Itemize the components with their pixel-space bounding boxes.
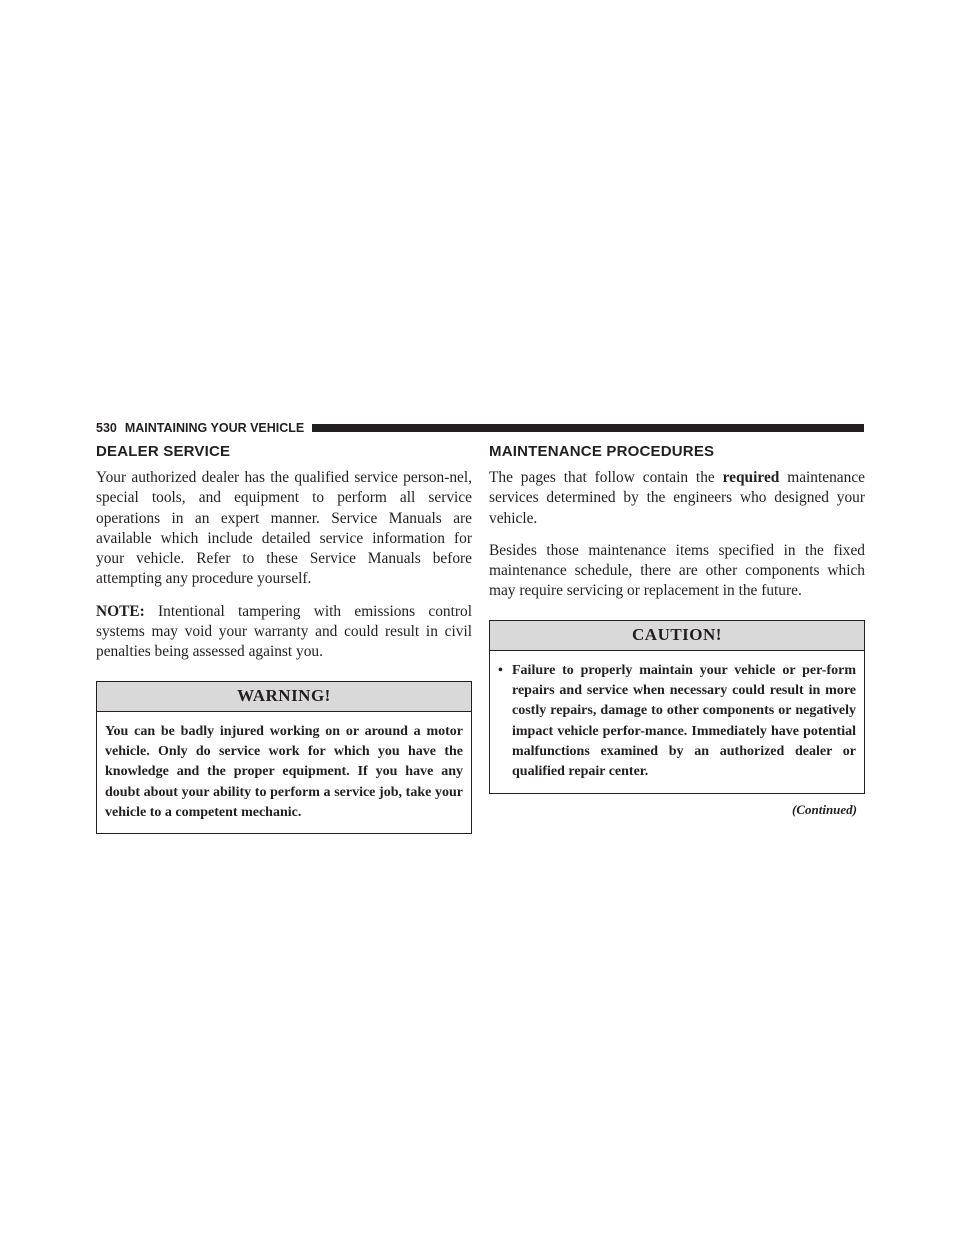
mp-text-after: maintenance services determined by the engineers who designed your vehicle. (489, 469, 865, 527)
note-label: NOTE: (96, 602, 145, 620)
maintenance-procedures-heading: MAINTENANCE PROCEDURES (489, 443, 715, 460)
dealer-service-heading: DEALER SERVICE (96, 443, 231, 460)
page-header (96, 418, 864, 438)
warning-title: WARNING! (97, 682, 471, 712)
right-column (489, 443, 865, 818)
bullet-icon: • (498, 662, 503, 678)
page-number: 530 (96, 421, 117, 435)
continued-label: (Continued) (791, 801, 857, 817)
header-rule (312, 424, 864, 432)
maintenance-paragraph-2: Besides those maintenance items specified in the fixed maintenance schedule, there are other components which may require servicing or replacement in the future. (489, 541, 865, 600)
required-keyword: required (722, 469, 780, 486)
caution-text: Failure to properly maintain your vehicle or per-form repairs and service when necessary could result in more costly repairs, damage to other components or negatively impact vehicle perfor-mance. Immediately have potential malfunctions examined by an authorized dealer or qualified repair center. (512, 662, 856, 780)
left-column (96, 443, 472, 834)
caution-body (490, 651, 864, 793)
warning-text: You can be badly injured working on or around a motor vehicle. Only do service work for which you have the knowledge and the proper equipment. If you have any doubt about your ability to perform a service job, take your vehicle to a competent mechanic. (105, 723, 463, 820)
maintenance-paragraph-1 (489, 468, 865, 529)
note-paragraph (96, 602, 472, 663)
caution-bullet-item (498, 661, 856, 783)
caution-box (489, 620, 865, 794)
warning-box (96, 681, 472, 834)
note-text: Intentional tampering with emissions control systems may void your warranty and could result in civil penalties being assessed against you. (96, 602, 472, 661)
mp-text-before: The pages that follow contain the (489, 469, 723, 486)
caution-title: CAUTION! (490, 621, 864, 651)
running-title: MAINTAINING YOUR VEHICLE (124, 421, 305, 435)
dealer-service-paragraph: Your authorized dealer has the qualified service person-nel, special tools, and equipment to perform all service operations in an expert manner. Service Manuals are available which include detailed service information for your vehicle. Refer to these Service Manuals before attempting any procedure yourself. (96, 469, 472, 588)
